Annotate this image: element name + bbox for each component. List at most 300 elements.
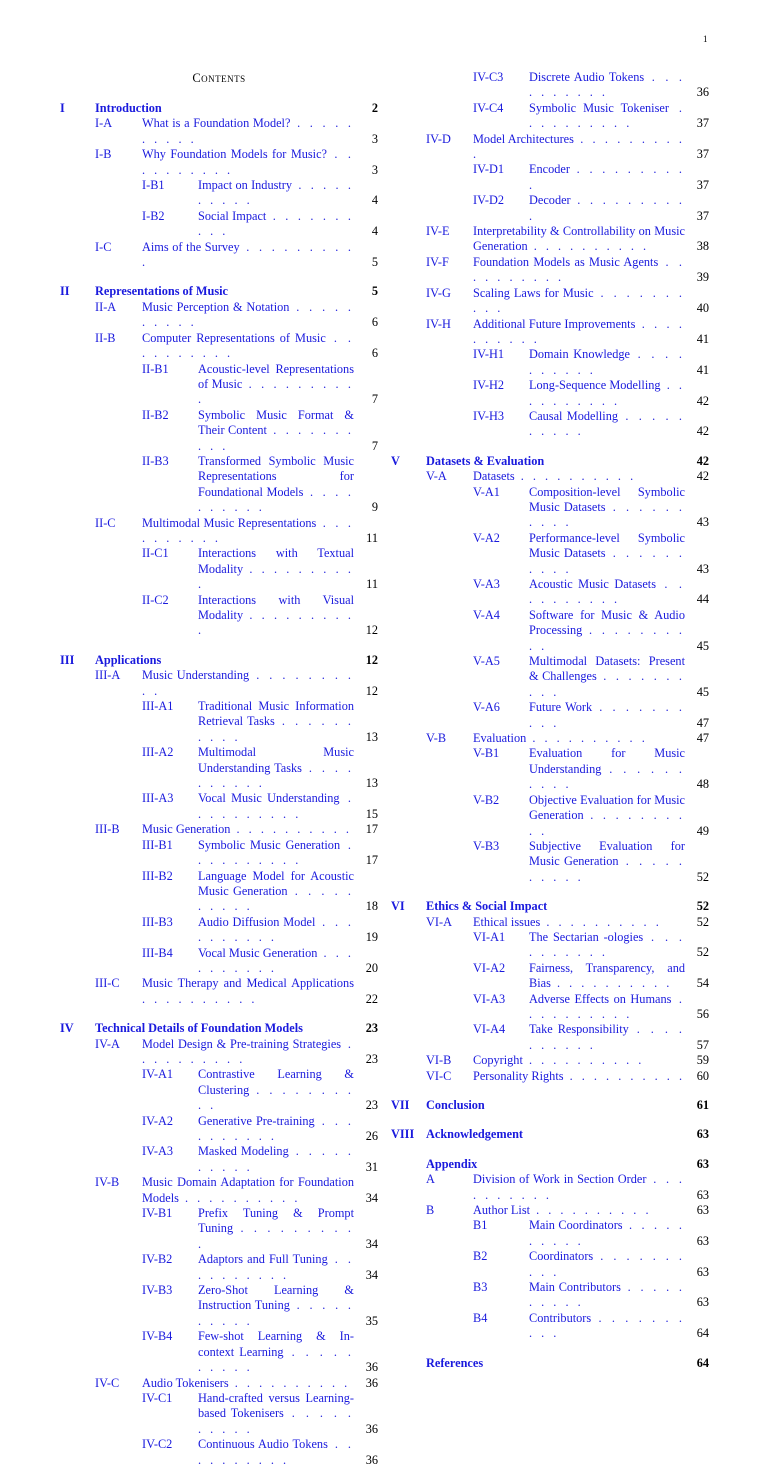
toc-section-entry[interactable] [391,1356,709,1371]
toc-subsubsection-entry[interactable] [60,915,378,946]
toc-page-number: 41 [696,331,709,346]
toc-page-number: 3 [371,162,378,177]
toc-subsubsection-entry[interactable] [60,178,378,209]
toc-leader-dots: . . . . . . . . . . [198,945,355,975]
toc-subsubsection-entry[interactable] [391,1311,709,1342]
toc-subsubsection-entry[interactable] [391,378,709,409]
toc-subsubsection-entry[interactable] [60,1283,378,1329]
toc-entry-number: IV-H [426,316,451,331]
toc-subsubsection-entry[interactable] [391,162,709,193]
toc-page-number: 4 [371,224,378,239]
toc-subsection-entry[interactable] [391,1053,709,1068]
toc-page-number: 23 [365,1021,378,1036]
toc-page-number: 22 [365,991,378,1006]
toc-page-number: 12 [365,623,378,638]
toc-subsection-entry[interactable] [60,1175,378,1206]
toc-subsubsection-entry[interactable] [60,1206,378,1252]
toc-entry-title: Performance-level Symbolic Music Datasets [529,530,685,561]
toc-entry-title: Hand-crafted versus Learning-based Tokenisers [198,1390,354,1421]
toc-leader-dots: . . . . . . . . . . [198,760,354,791]
toc-entry-number: VIII [391,1127,415,1142]
toc-entry-title: Prefix Tuning & Prompt Tuning [198,1206,354,1236]
toc-subsection-entry[interactable] [60,116,378,147]
toc-entry-title: Generative Pre-training [198,1113,315,1128]
toc-entry-title: Adverse Effects on Humans [529,991,672,1006]
toc-subsection-entry[interactable] [391,224,709,255]
toc-entry-title: Representations of Music [95,284,228,299]
toc-leader-dots: . . . . . . . . . . [473,131,685,162]
toc-page-number: 44 [696,592,709,607]
toc-page-number: 37 [696,147,709,162]
toc-subsubsection-entry[interactable] [60,362,378,408]
toc-entry-title: Causal Modelling [529,408,619,423]
toc-page-number: 35 [365,1313,378,1328]
toc-page-number: 7 [371,392,378,407]
toc-leader-dots: . . . . . . . . . . [142,299,354,330]
toc-page-number: 63 [696,1295,709,1310]
toc-entry-number: VI-A [426,914,452,929]
toc-section-entry[interactable] [391,1127,709,1142]
toc-entry-title: Foundation Models as Music Agents [473,254,659,269]
toc-leader-dots: . . . . . . . . . . [198,561,354,592]
toc-entry-title: Scaling Laws for Music [473,285,594,300]
toc-leader-dots: . . . . . . . . . . [198,791,354,821]
toc-subsubsection-entry[interactable] [60,454,378,516]
toc-leader-dots: . . . . . . . . . . [142,515,354,545]
toc-entry-title: Fairness, Transparency, and Bias [529,960,685,991]
toc-subsection-entry[interactable] [60,147,378,178]
toc-subsubsection-entry[interactable] [391,1022,709,1053]
toc-subsubsection-entry[interactable] [60,1437,378,1468]
toc-subsubsection-entry[interactable] [391,793,709,839]
toc-left-column [60,70,378,1482]
toc-subsection-entry[interactable] [391,1069,709,1084]
toc-entry-number: II-C [95,515,116,530]
toc-entry-title: Social Impact [198,208,267,223]
toc-subsection-entry[interactable] [60,822,378,837]
toc-leader-dots: . . . . . . . . . . [198,178,354,208]
toc-leader-dots: . . . . . . . . . . [228,1375,351,1390]
toc-entry-number: V [391,453,400,468]
toc-subsubsection-entry[interactable] [60,546,378,592]
toc-section-entry[interactable] [391,1157,709,1172]
toc-entry-number: V-B [426,731,447,746]
toc-section [60,101,378,270]
toc-section-entry[interactable] [60,101,378,116]
toc-page-number: 26 [365,1129,378,1143]
toc-entry-title: Vocal Music Generation [198,945,318,960]
toc-subsubsection-entry[interactable] [60,946,378,977]
toc-entry-title: Contributors [529,1310,592,1325]
toc-subsubsection-entry[interactable] [391,577,709,608]
toc-subsubsection-entry[interactable] [60,209,378,240]
toc-subsubsection-entry[interactable] [60,1252,378,1283]
toc-entry-number: III-A2 [142,745,174,760]
toc-section-entry[interactable] [60,284,378,299]
toc-page-number: 39 [696,270,709,285]
toc-entry-title: Symbolic Music Tokeniser [529,100,669,115]
toc-entry-number: B [426,1203,435,1218]
toc-entry-number: VII [391,1098,410,1112]
toc-page-number: 18 [365,899,378,914]
toc-entry-title: Appendix [426,1156,478,1171]
toc-entry-number: II-A [95,299,117,314]
toc-leader-dots: . . . . . . . . . . [526,731,648,746]
toc-entry-title: Decoder [529,193,571,208]
toc-leader-dots: . . . . . . . . . . [529,577,685,607]
toc-entry-number: IV-A3 [142,1144,173,1159]
toc-entry-title: Transformed Symbolic Music Representations for Foundational Models [198,453,354,499]
toc-entry-number: III-B2 [142,868,173,883]
toc-entry-number: II-B3 [142,453,169,468]
toc-entry-title: Audio Diffusion Model [198,914,316,929]
toc-leader-dots: . . . . . . . . . . [563,1068,686,1083]
toc-leader-dots: . . . . . . . . . . [529,669,686,699]
toc-entry-title: The Sectarian -ologies [529,929,644,944]
toc-entry-number: III-B [95,822,120,837]
toc-entry-number: II-B [95,330,116,345]
toc-leader-dots: . . . . . . . . . . [473,316,685,346]
toc-subsection-entry[interactable] [60,331,378,362]
toc-page-number: 36 [365,1421,378,1436]
toc-page-number: 11 [366,577,378,592]
toc-leader-dots: . . . . . . . . . . [529,623,685,653]
toc-entry-number: V-A2 [473,530,500,545]
toc-entry-number: IV-C3 [473,70,504,84]
toc-page-number: 42 [696,453,709,468]
toc-subsubsection-entry[interactable] [391,961,709,992]
toc-entry-number: VI-A4 [473,1022,506,1037]
toc-entry-number: B1 [473,1218,488,1233]
toc-page-number: 52 [696,869,709,884]
toc-entry-number: II-B1 [142,361,169,376]
toc-leader-dots: . . . . . . . . . . [198,608,354,638]
toc-entry-number: A [426,1172,435,1187]
toc-page-number: 13 [365,776,378,791]
toc-section-entry[interactable] [391,1098,709,1113]
toc-entry-title: Why Foundation Models for Music? [142,147,328,162]
toc-subsubsection-entry[interactable] [391,608,709,654]
toc-entry-title: Technical Details of Foundation Models [95,1021,303,1036]
toc-subsection-entry[interactable] [60,240,378,271]
toc-subsubsection-entry[interactable] [391,193,709,224]
toc-entry-title: Additional Future Improvements [473,316,636,331]
toc-right-column [391,70,709,1385]
toc-section [60,284,378,638]
toc-leader-dots: . . . . . . . . . . [198,714,354,744]
toc-entry-number: IV-B2 [142,1252,173,1267]
toc-section-entry[interactable] [391,899,709,914]
toc-section [391,1098,709,1113]
toc-page-number: 52 [696,899,709,914]
page-number: 1 [703,34,708,44]
toc-section-entry[interactable] [60,653,378,668]
toc-entry-number: B3 [473,1280,488,1295]
toc-page-number: 3 [371,131,378,146]
toc-subsection-entry[interactable] [60,300,378,331]
toc-entry-number: IV-B1 [142,1206,173,1221]
toc-subsection-entry[interactable] [391,286,709,317]
toc-entry-title: Music Understanding [142,668,250,683]
toc-entry-number: VI-A1 [473,929,506,944]
toc-subsubsection-entry[interactable] [391,1280,709,1311]
toc-entry-number: IV-A1 [142,1067,173,1082]
toc-leader-dots: . . . . . . . . . . [529,70,685,100]
toc-page-number: 54 [696,976,709,991]
toc-page-number: 61 [696,1098,709,1112]
toc-leader-dots: . . . . . . . . . . [529,100,685,131]
toc-page-number: 64 [696,1326,709,1341]
toc-subsubsection-entry[interactable] [391,409,709,440]
toc-entry-number: IV-D [426,131,451,146]
toc-subsection-entry[interactable] [391,731,709,746]
toc-subsubsection-entry[interactable] [60,408,378,454]
toc-subsubsection-entry[interactable] [60,1391,378,1437]
toc-subsubsection-entry[interactable] [391,839,709,885]
toc-page-number: 2 [371,101,378,115]
toc-subsubsection-entry[interactable] [60,1144,378,1175]
toc-page-number: 63 [696,1127,709,1142]
toc-subsubsection-entry[interactable] [391,70,709,101]
toc-entry-title: Main Coordinators [529,1218,623,1233]
toc-leader-dots: . . . . . . . . . . [198,1344,354,1375]
toc-page-number: 31 [365,1159,378,1174]
toc-entry-number: II-C2 [142,592,169,607]
toc-entry-number: V-A [426,469,447,484]
toc-entry-number: V-A6 [473,700,500,715]
toc-leader-dots: . . . . . . . . . . [198,837,354,868]
toc-subsubsection-entry[interactable] [391,531,709,577]
toc-entry-number: V-B2 [473,792,500,807]
toc-section-entry[interactable] [60,1021,378,1036]
toc-entry-number: IV-B3 [142,1283,173,1298]
toc-leader-dots: . . . . . . . . . . [230,822,352,837]
toc-subsubsection-entry[interactable] [60,1114,378,1145]
toc-page-number: 59 [696,1053,709,1068]
toc-subsection-entry[interactable] [60,976,378,1007]
toc-leader-dots: . . . . . . . . . . [529,854,685,884]
toc-leader-dots: . . . . . . . . . . [529,378,686,408]
toc-page-number: 42 [696,393,709,408]
toc-entry-title: Conclusion [426,1098,485,1112]
toc-page-number: 63 [696,1187,709,1202]
toc-subsubsection-entry[interactable] [391,1218,709,1249]
toc-leader-dots: . . . . . . . . . . [529,347,685,377]
toc-entry-number: VI [391,899,405,914]
toc-subsection-entry[interactable] [60,516,378,547]
toc-subsection-entry[interactable] [391,469,709,484]
toc-page-number: 42 [696,424,709,439]
toc-page-number: 49 [696,823,709,838]
toc-leader-dots: . . . . . . . . . . [142,668,354,698]
toc-entry-title: Personality Rights [473,1068,564,1083]
toc-entry-number: IV-D1 [473,162,504,177]
toc-leader-dots: . . . . . . . . . . [142,330,354,361]
toc-leader-dots: . . . . . . . . . . [142,1036,355,1066]
toc-entry-number: III-A3 [142,791,174,806]
toc-subsection-entry[interactable] [60,1376,378,1391]
toc-entry-number: IV-C4 [473,100,504,115]
toc-entry-number: IV-G [426,285,451,300]
toc-subsubsection-entry[interactable] [60,699,378,745]
toc-leader-dots: . . . . . . . . . . [198,1144,354,1174]
toc-entry-number: IV-E [426,224,450,239]
toc-leader-dots: . . . . . . . . . . [529,808,685,838]
toc-subsubsection-entry[interactable] [391,992,709,1023]
toc-leader-dots: . . . . . . . . . . [473,254,685,285]
toc-page-number: 40 [696,301,709,316]
toc-subsubsection-entry[interactable] [60,593,378,639]
toc-entry-number: VI-A2 [473,960,506,975]
toc-subsubsection-entry[interactable] [391,654,709,700]
toc-subsection-entry[interactable] [391,1203,709,1218]
toc-leader-dots: . . . . . . . . . . [142,991,258,1006]
toc-page-number: 37 [696,177,709,192]
toc-leader-dots: . . . . . . . . . . [530,1203,652,1218]
toc-leader-dots: . . . . . . . . . . [198,883,354,914]
toc-entry-number: V-A1 [473,484,500,499]
toc-entry-title: Evaluation [473,731,527,746]
toc-page-number: 63 [696,1233,709,1248]
toc-entry-title: Acoustic-level Representations of Music [198,361,354,391]
toc-entry-title: Composition-level Symbolic Music Datasets [529,484,685,514]
toc-entry-title: References [426,1355,484,1370]
toc-leader-dots: . . . . . . . . . . [473,285,685,316]
toc-leader-dots: . . . . . . . . . . [142,239,354,270]
toc-entry-number: B2 [473,1249,488,1264]
toc-page-number: 19 [365,930,378,945]
toc-entry-title: Masked Modeling [198,1144,289,1159]
toc-subsubsection-entry[interactable] [60,838,378,869]
toc-page-number: 43 [696,561,709,576]
toc-page-number: 34 [365,1236,378,1251]
toc-page-number: 4 [371,193,378,208]
toc-leader-dots: . . . . . . . . . . [529,761,685,792]
toc-page-number: 37 [696,116,709,131]
toc-entry-title: Encoder [529,162,570,177]
toc-entry-number: IV-H2 [473,378,504,393]
toc-entry-title: Datasets & Evaluation [426,453,545,468]
toc-subsubsection-entry[interactable] [391,700,709,731]
toc-subsubsection-entry[interactable] [391,930,709,961]
toc-entry-number: II [60,284,70,299]
toc-page-number: 34 [365,1267,378,1282]
toc-page-number: 6 [371,315,378,330]
toc-section [391,899,709,1084]
toc-entry-number: IV-B4 [142,1329,173,1344]
toc-leader-dots: . . . . . . . . . . [550,976,673,991]
toc-leader-dots: . . . . . . . . . . [529,408,685,439]
toc-section-entry[interactable] [391,454,709,469]
toc-entry-number: I-C [95,239,112,254]
toc-page-number: 17 [365,853,378,868]
toc-page-number: 45 [696,684,709,699]
toc-leader-dots: . . . . . . . . . . [529,546,686,576]
toc-entry-number: IV-A [95,1036,120,1051]
toc-entry-title: Division of Work in Section Order [473,1172,647,1187]
toc-subsubsection-entry[interactable] [60,1329,378,1375]
toc-subsection-entry[interactable] [391,255,709,286]
toc-subsubsection-entry[interactable] [391,1249,709,1280]
toc-entry-number: IV-F [426,254,449,269]
toc-subsubsection-entry[interactable] [391,347,709,378]
toc-leader-dots: . . . . . . . . . . [198,1113,354,1143]
toc-leader-dots: . . . . . . . . . . [198,1406,354,1436]
toc-leader-dots: . . . . . . . . . . [198,1298,354,1328]
toc-entry-title: Multimodal Music Representations [142,515,317,530]
toc-page-number: 52 [696,945,709,960]
toc-subsection-entry[interactable] [391,132,709,163]
toc-leader-dots: . . . . . . . . . . [529,193,685,223]
toc-subsection-entry[interactable] [391,317,709,348]
toc-subsubsection-entry[interactable] [391,101,709,132]
toc-entry-title: Ethics & Social Impact [426,899,548,914]
toc-subsection-entry[interactable] [60,1037,378,1068]
toc-entry-title: Coordinators [529,1249,594,1264]
toc-subsubsection-entry[interactable] [60,869,378,915]
toc-page-number: 12 [365,652,378,667]
toc-entry-title: Music Therapy and Medical Applications [142,976,354,991]
toc-entry-title: Few-shot Learning & In-context Learning [198,1329,354,1359]
toc-page-number: 60 [696,1068,709,1083]
toc-entry-number: VI-C [426,1068,452,1083]
toc-page-number: 57 [696,1037,709,1052]
toc-entry-number: II-B2 [142,407,169,422]
toc-subsubsection-entry[interactable] [60,1067,378,1113]
toc-page-number: 17 [365,822,378,837]
toc-page-number: 5 [371,255,378,270]
toc-subsubsection-entry[interactable] [60,745,378,791]
toc-page-number: 36 [365,1375,378,1390]
toc-page-number: 5 [371,284,378,299]
toc-subsubsection-entry[interactable] [60,791,378,822]
toc-subsubsection-entry[interactable] [391,485,709,531]
toc-entry-title: Music Generation [142,822,231,837]
toc-leader-dots: . . . . . . . . . . [198,1252,354,1282]
toc-leader-dots: . . . . . . . . . . [522,1053,645,1068]
toc-page-number: 64 [696,1355,709,1370]
toc-entry-number: IV-C [95,1375,120,1390]
toc-leader-dots: . . . . . . . . . . [142,147,354,177]
toc-leader-dots: . . . . . . . . . . [198,1221,354,1251]
toc-entry-title: Applications [95,652,162,667]
toc-entry-title: Interactions with Textual Modality [198,546,354,576]
toc-page-number: 56 [696,1006,709,1021]
toc-entry-number: VI-B [426,1053,452,1068]
toc-entry-title: Computer Representations of Music [142,330,326,345]
toc-subsubsection-entry[interactable] [391,746,709,792]
toc-entry-title: Continuous Audio Tokens [198,1437,328,1452]
toc-page-number: 20 [365,960,378,975]
toc-leader-dots: . . . . . . . . . . [198,914,354,945]
toc-subsection-entry[interactable] [391,915,709,930]
toc-entry-title: Datasets [473,469,515,484]
toc-entry-title: Main Contributors [529,1280,621,1295]
toc-leader-dots: . . . . . . . . . . [142,116,355,146]
toc-page-number: 43 [696,515,709,530]
toc-subsection-entry[interactable] [60,668,378,699]
toc-page-number: 12 [365,683,378,698]
toc-entry-number: III-B1 [142,837,173,852]
toc-page-number: 42 [696,469,709,484]
toc-subsection-entry[interactable] [391,1172,709,1203]
toc-entry-title: Objective Evaluation for Music Generation [529,792,685,823]
toc-entry-number: IV-C2 [142,1437,173,1452]
toc-leader-dots: . . . . . . . . . . [198,484,354,515]
toc-leader-dots: . . . . . . . . . . [473,1172,685,1202]
toc-entry-title: Impact on Industry [198,178,293,193]
toc-leader-dots: . . . . . . . . . . [198,208,354,239]
